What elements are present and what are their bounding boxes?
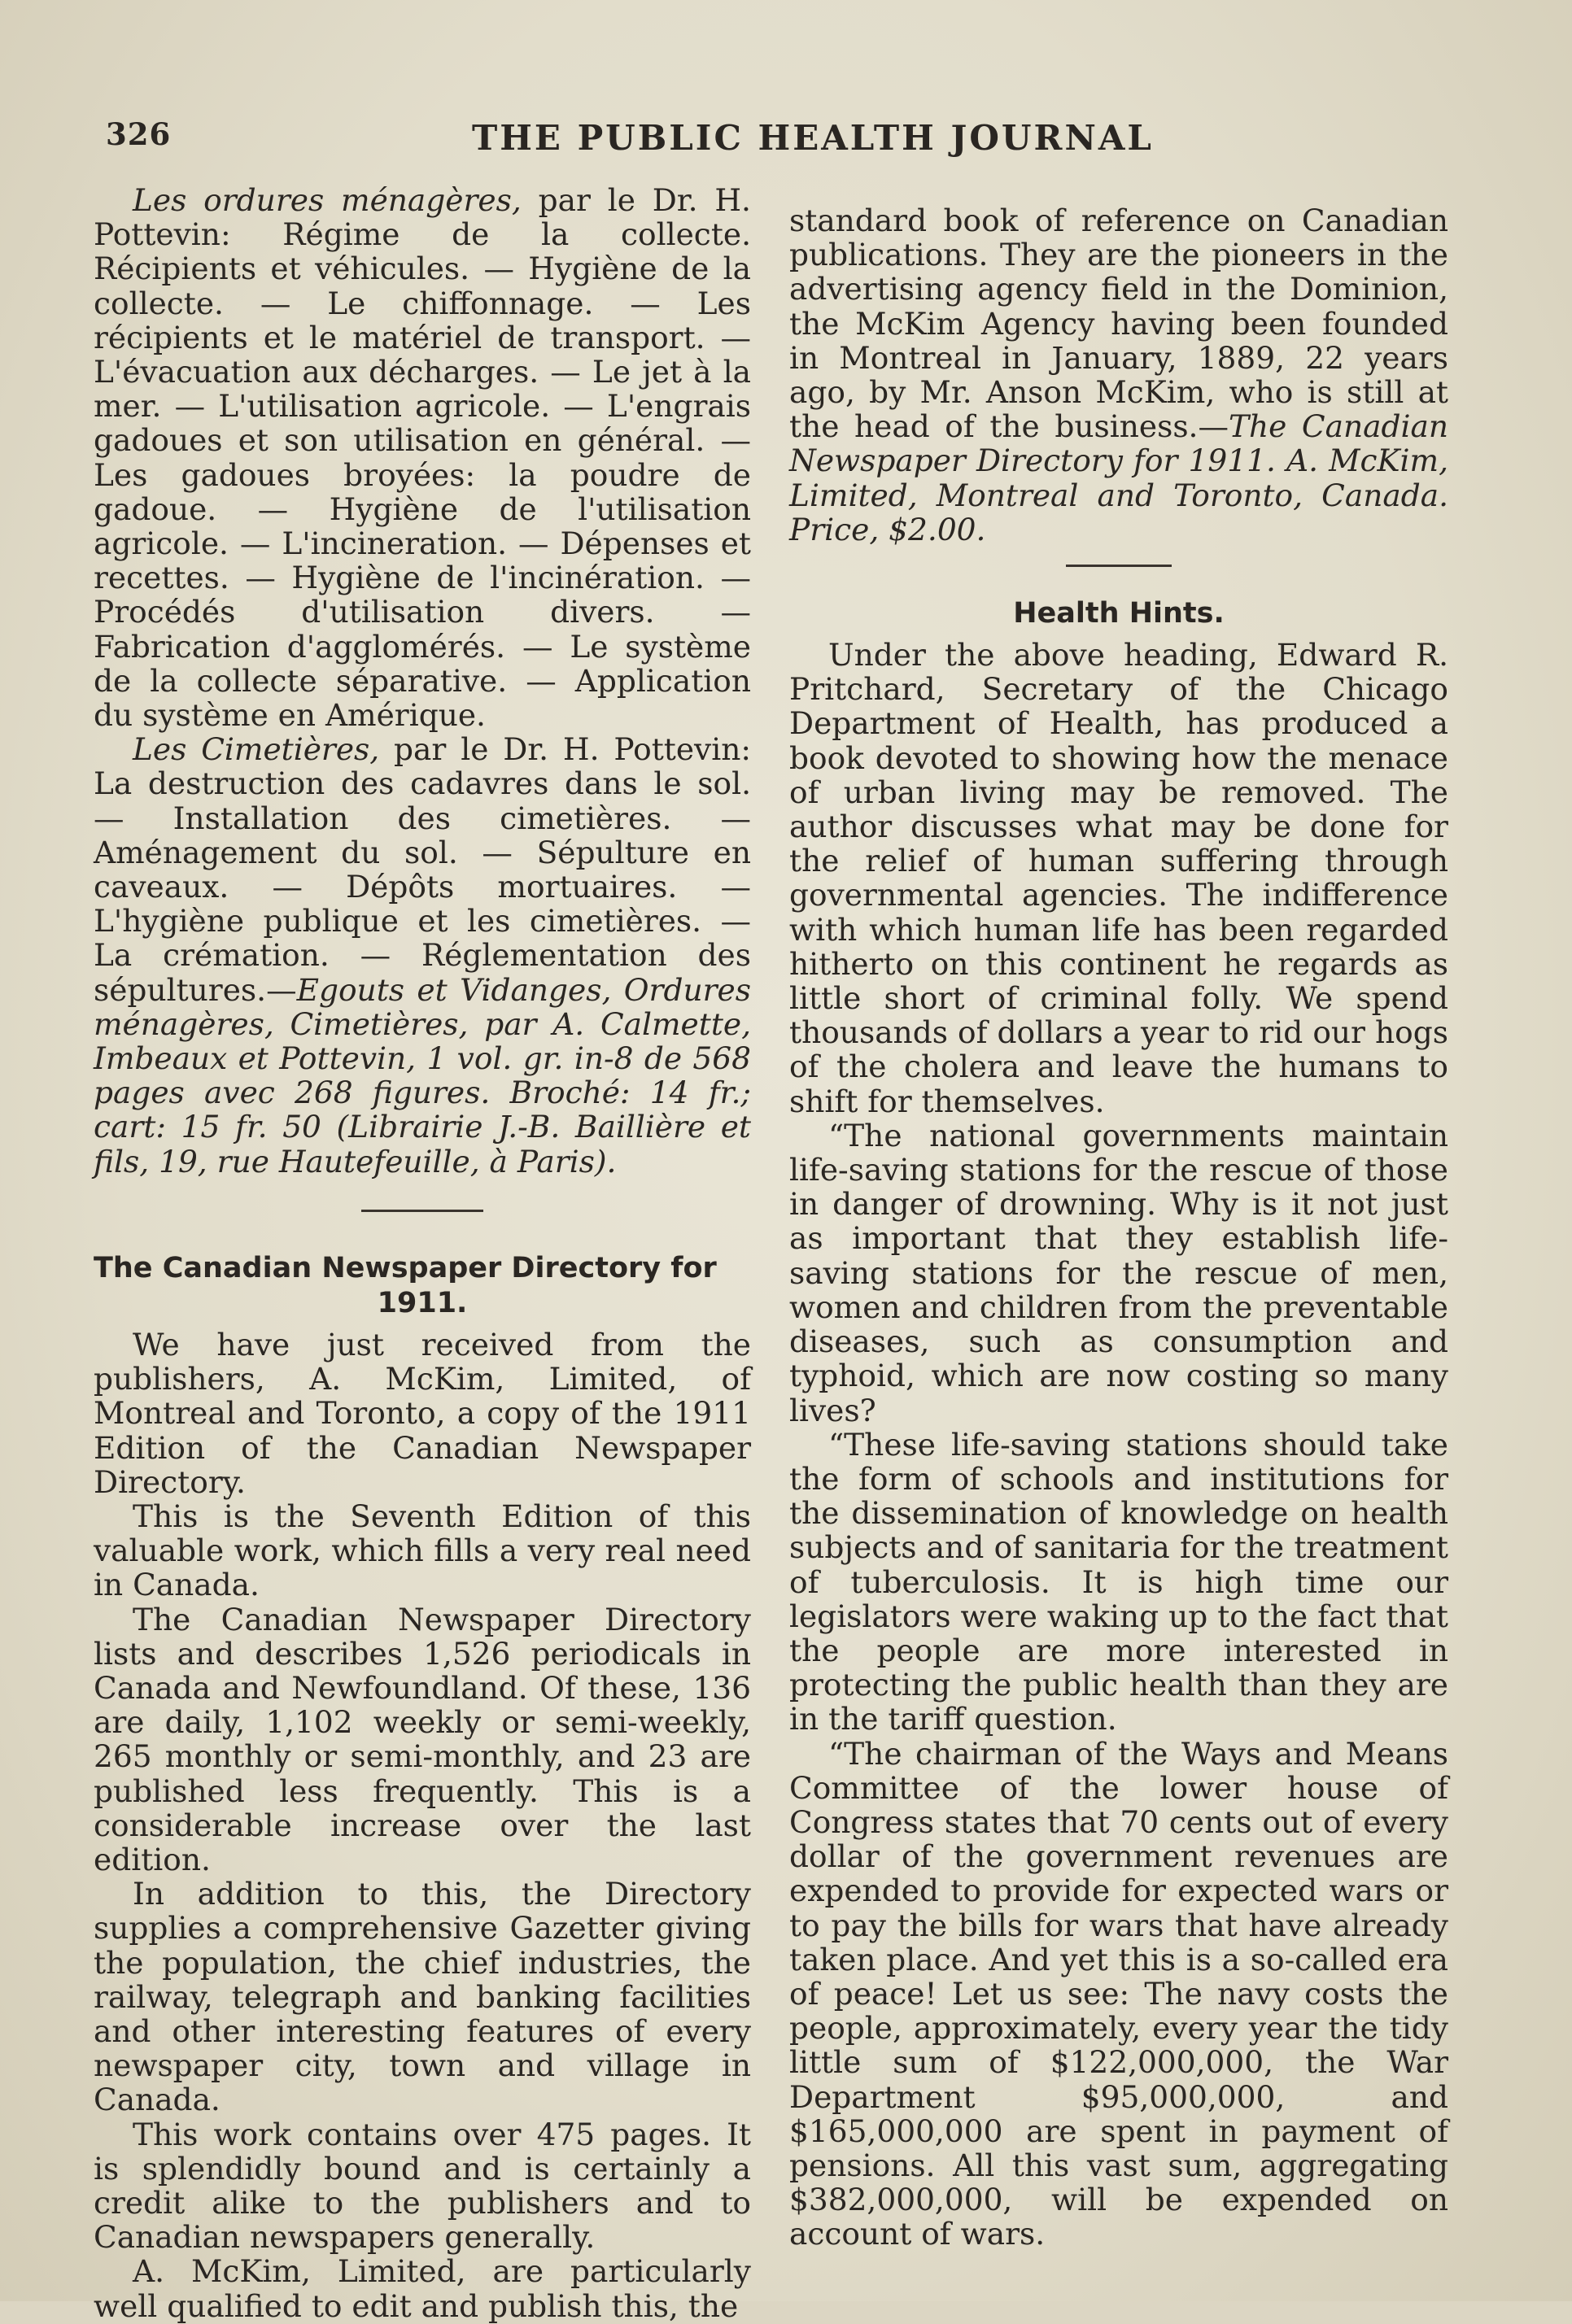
paragraph: “The chairman of the Ways and Means Committee of the lower house of Congress states that 70 cents out of every dollar of the government revenues are expended to provide for expected wars or to pay the bills for wars that have already taken place. And yet this is a so-called era of peace! Let us see: The navy costs the people, approximately, every year the tidy little sum of $122,000,000, the War Department $95,000,000, and $165,000,000 are spent in payment of pensions. All this vast sum, aggregating $382,000,000, will be expended on account of wars.	[789, 1735, 1448, 2252]
paragraph: We have just received from the publishers, A. McKim, Limited, of Montreal and Toronto, a copy of the 1911 Edition of the Canadian Newspaper Directory.	[94, 1326, 751, 1500]
paragraph: Under the above heading, Edward R. Pritchard, Secretary of the Chicago Department of Health, has produced a book devoted to showing how the menace of urban living may be removed. The author discusses what may be done for the relief of human suffering through governmental agencies. The indifference with which human life has been regarded hitherto on this continent he regards as little short of criminal folly. We spend thousands of dollars a year to rid our hogs of the cholera and leave the humans to shift for themselves.	[789, 637, 1448, 1119]
paragraph: “These life-saving stations should take the form of schools and institutions for the dissemination of knowledge on health subjects and of sanitaria for the treatment of tuberculosis. It is high time our legislators were waking up to the fact that the people are more interested in protecting the public health than they are in the tariff question.	[789, 1426, 1448, 1738]
italic-title-cimetieres: Les Cimetières,	[133, 731, 380, 768]
paragraph-continued	[789, 203, 1448, 547]
section-heading-health-hints: Health Hints.	[1013, 597, 1225, 630]
paragraph: This work contains over 475 pages. It is splendidly bound and is certainly a credit alike to the publishers and to Canadian newspapers generally.	[94, 2116, 751, 2256]
right-column	[789, 203, 1448, 2252]
citation: The Canadian Newspaper Directory for 1911. A. McKim, Limited, Montreal and Toronto, Canada. Price, $2.00.	[789, 408, 1448, 547]
paragraph-text: par le Dr. H. Pottevin: La destruction des cadavres dans le sol. — Installation des cimetières. — Aménagement du sol. — Sépulture en caveaux. — Dépôts mortuaires. — L'hygiène publique et les cimetières. — La crémation. — Réglementation des sépultures.—	[94, 731, 751, 1008]
section-heading-newspaper-directory	[94, 1251, 751, 1321]
paragraph: In addition to this, the Directory supplies a comprehensive Gazetter giving the population, the chief industries, the railway, telegraph and banking facilities and other interesting features of every newspaper city, town and village in Canada.	[94, 1876, 751, 2118]
heading-line: 1911.	[377, 1286, 468, 1319]
paragraph-ordures	[94, 183, 751, 732]
page-header	[106, 110, 1456, 167]
paragraph: “The national governments maintain life-saving stations for the rescue of those in danger of drowning. Why is it not just as important that they establish life-saving stations for the rescue of men, women and children from the preventable diseases, such as consumption and typhoid, which are now costing so many lives?	[789, 1117, 1448, 1428]
section-divider	[361, 1210, 483, 1212]
left-column	[94, 183, 751, 2323]
paragraph: This is the Seventh Edition of this valuable work, which fills a very real need in Canada.	[94, 1498, 751, 1603]
heading-line: The Canadian Newspaper Directory for	[94, 1251, 717, 1284]
journal-title: THE PUBLIC HEALTH JOURNAL	[472, 118, 1154, 158]
paragraph: The Canadian Newspaper Directory lists and describes 1,526 periodicals in Canada and Newfoundland. Of these, 136 are daily, 1,102 weekly or semi-weekly, 265 monthly or semi-monthly, and 23 are published less frequently. This is a considerable increase over the last edition.	[94, 1601, 751, 1877]
paragraph-cimetieres	[94, 732, 751, 1179]
paragraph: A. McKim, Limited, are particularly well qualified to edit and publish this, the	[94, 2253, 751, 2324]
paragraph-text: standard book of reference on Canadian publications. They are the pioneers in the advertising agency field in the Dominion, the McKim Agency having been founded in Montreal in January, 1889, 22 years ago, by Mr. Anson McKim, who is still at the head of the business.—	[789, 203, 1448, 445]
paragraph-text: par le Dr. H. Pottevin: Régime de la collecte. Récipients et véhicules. — Hygiène de la collecte. — Le chiffonnage. — Les récipients et le matériel de transport. — L'évacuation aux décharges. — Le jet à la mer. — L'utilisation agricole. — L'engrais gadoues et son utilisation en général. — Les gadoues broyées: la poudre de gadoue. — Hygiène de l'utilisation agricole. — L'incineration. — Dépenses et recettes. — Hygiène de l'incinération. — Procédés d'utilisation divers. — Fabrication d'agglomérés. — Le système de la collecte séparative. — Application du système en Amérique.	[94, 182, 751, 734]
citation: Egouts et Vidanges, Ordures ménagères, Cimetières, par A. Calmette, Imbeaux et Pottevin, 1 vol. gr. in-8 de 568 pages avec 268 figures. Broché: 14 fr.; cart: 15 fr. 50 (Librairie J.-B. Baillière et fils, 19, rue Hautefeuille, à Paris).	[94, 971, 751, 1179]
page-number: 326	[106, 116, 172, 152]
italic-title-ordures: Les ordures ménagères,	[133, 182, 522, 218]
section-divider	[1066, 565, 1172, 567]
